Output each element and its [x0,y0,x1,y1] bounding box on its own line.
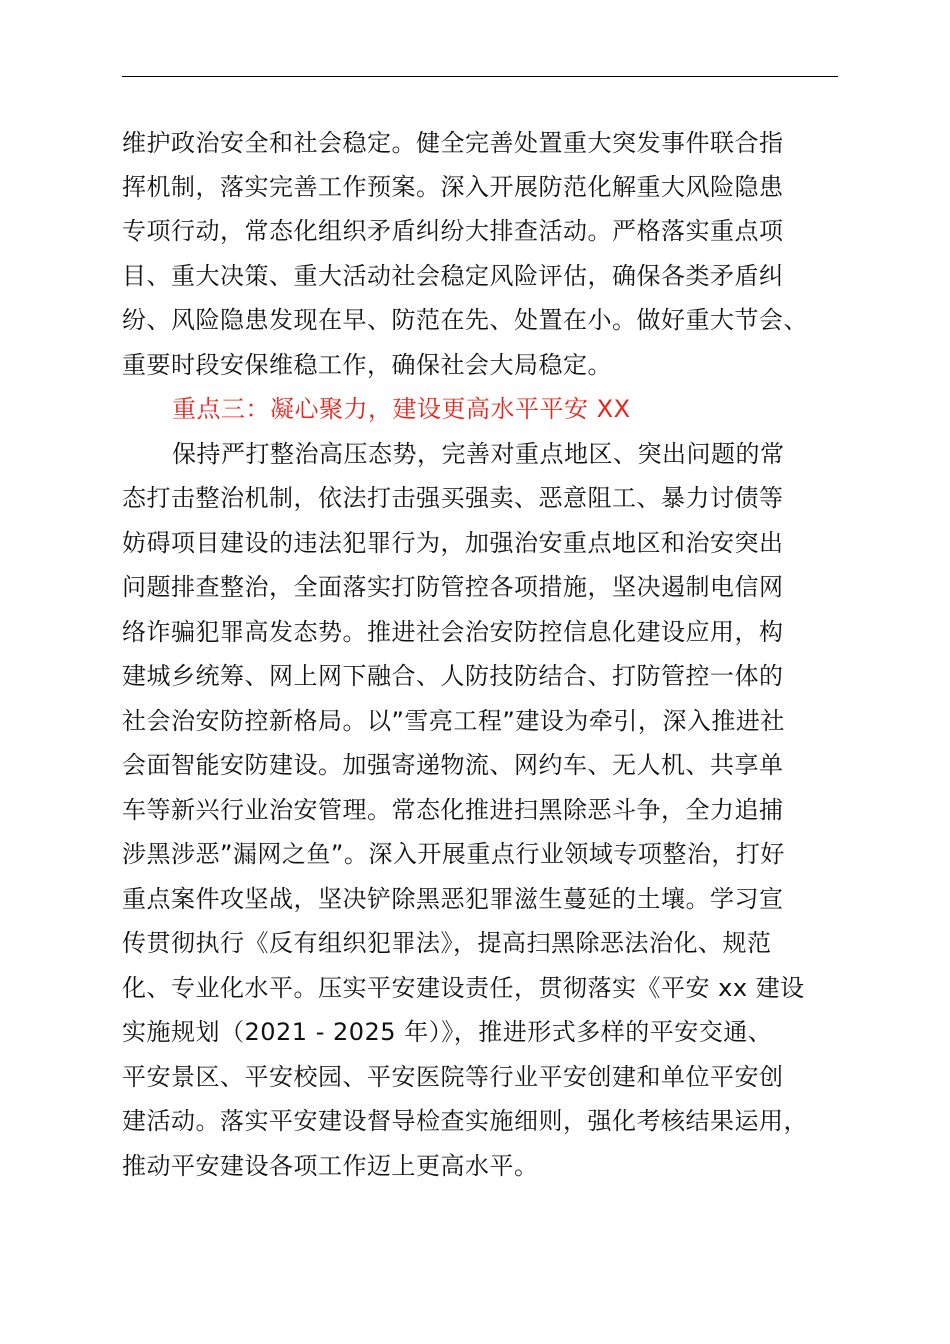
text-line: 社会治安防控新格局。以”雪亮工程”建设为牵引，深入推进社 [122,707,785,735]
text-line: 保持严打整治高压态势，完善对重点地区、突出问题的常 [172,440,785,468]
text-line: 推动平安建设各项工作迈上更高水平。 [122,1152,539,1180]
text-line: 建城乡统筹、网上网下融合、人防技防结合、打防管控一体的 [122,662,784,690]
text-line: 车等新兴行业治安管理。常态化推进扫黑除恶斗争，全力追捕 [122,796,784,824]
text-line: 纷、风险隐患发现在早、防范在先、处置在小。做好重大节会、 [122,306,808,334]
header-rule [122,76,838,77]
text-line: 妨碍项目建设的违法犯罪行为，加强治安重点地区和治安突出 [122,529,784,557]
text-line: 平安景区、平安校园、平安医院等行业平安创建和单位平安创 [122,1063,784,1091]
text-line: 挥机制，落实完善工作预案。深入开展防范化解重大风险隐患 [122,173,784,201]
text-line: 涉黑涉恶”漏网之鱼”。深入开展重点行业领域专项整治，打好 [122,840,785,868]
text-line: 化、专业化水平。压实平安建设责任，贯彻落实《平安 xx 建设 [122,974,805,1002]
text-line: 传贯彻执行《反有组织犯罪法》，提高扫黑除恶法治化、规范 [122,929,772,957]
text-line: 络诈骗犯罪高发态势。推进社会治安防控信息化建设应用，构 [122,618,784,646]
text-line: 重要时段安保维稳工作，确保社会大局稳定。 [122,351,612,379]
text-line: 重点案件攻坚战，坚决铲除黑恶犯罪滋生蔓延的土壤。学习宣 [122,885,784,913]
text-line: 建活动。落实平安建设督导检查实施细则，强化考核结果运用， [122,1107,808,1135]
text-line: 态打击整治机制，依法打击强买强卖、恶意阻工、暴力讨债等 [122,484,784,512]
text-line: 会面智能安防建设。加强寄递物流、网约车、无人机、共享单 [122,751,784,779]
section-heading: 重点三：凝心聚力，建设更高水平平安 XX [172,395,631,423]
text-line: 目、重大决策、重大活动社会稳定风险评估，确保各类矛盾纠 [122,262,784,290]
text-line: 专项行动，常态化组织矛盾纠纷大排查活动。严格落实重点项 [122,217,784,245]
text-line: 实施规划（2021 - 2025 年）》，推进形式多样的平安交通、 [122,1018,773,1046]
text-line: 维护政治安全和社会稳定。健全完善处置重大突发事件联合指 [122,129,784,157]
text-line: 问题排查整治，全面落实打防管控各项措施，坚决遏制电信网 [122,573,784,601]
